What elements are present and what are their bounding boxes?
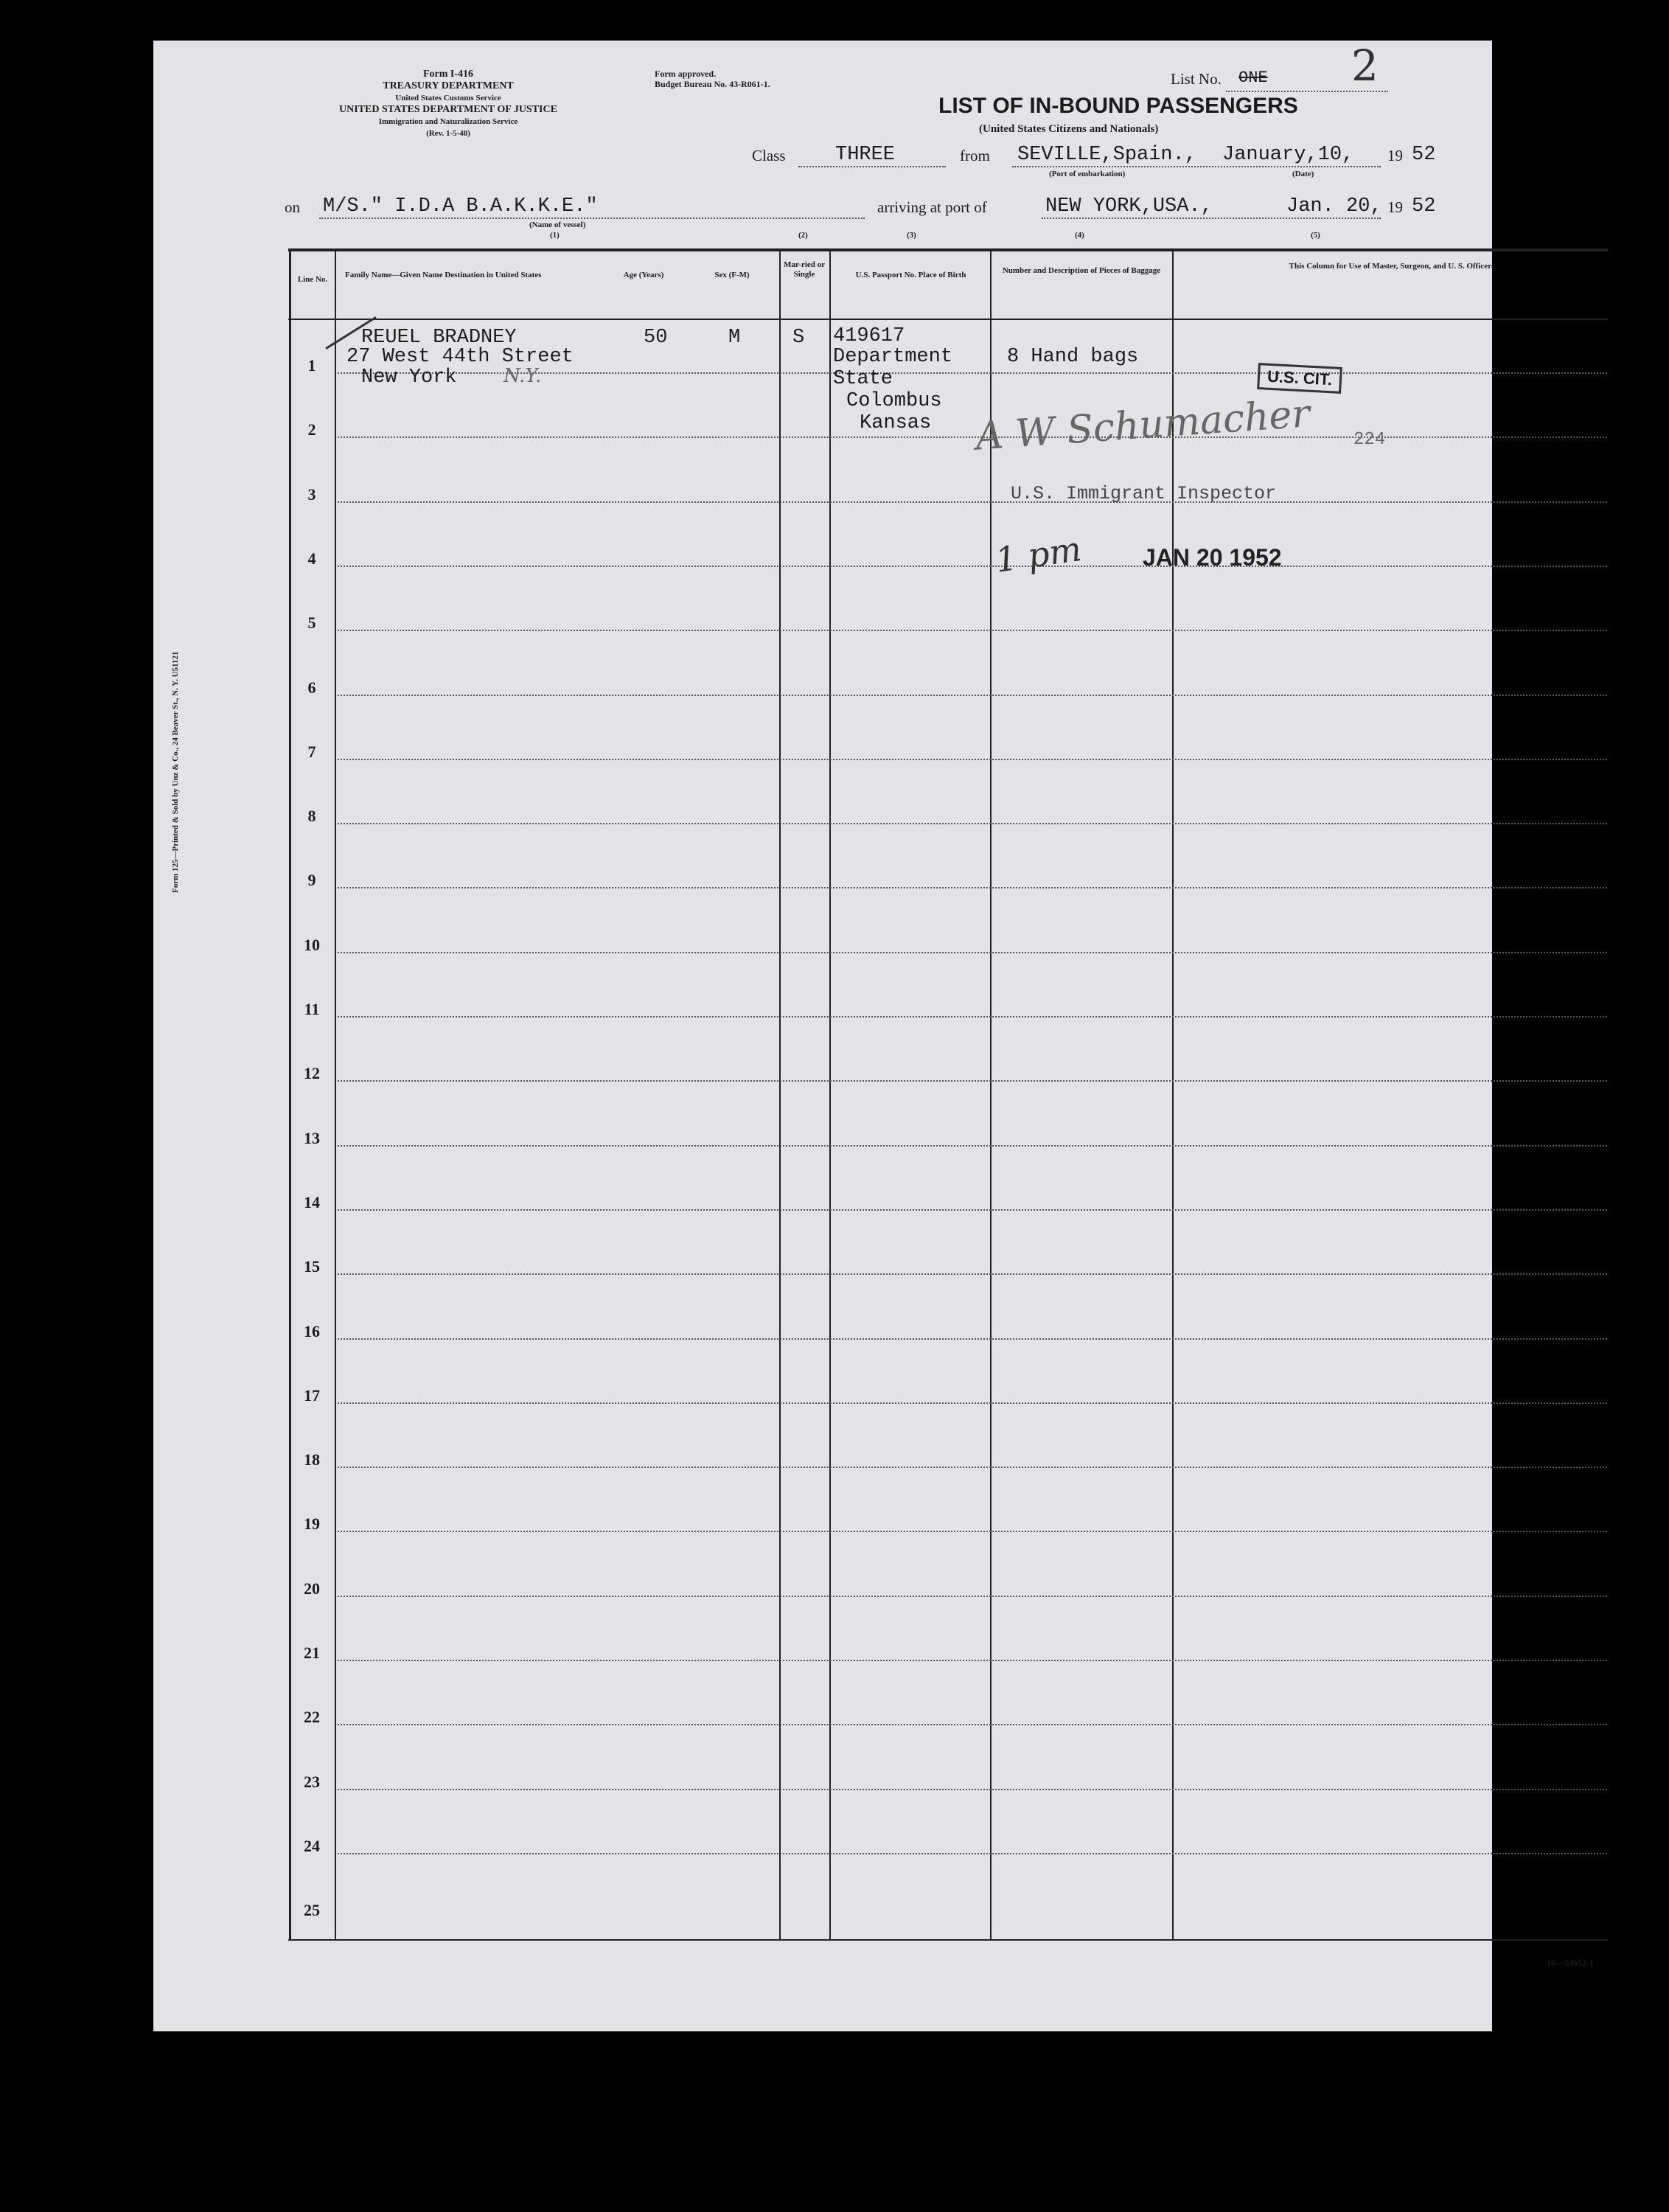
col-header-age: Age (Years): [623, 271, 664, 279]
page-title: LIST OF IN-BOUND PASSENGERS: [938, 94, 1298, 118]
row-number: 8: [307, 807, 316, 825]
row-dotted-line: [338, 695, 1607, 696]
row-dotted-line: [338, 1660, 1607, 1661]
row-dotted-line: [338, 887, 1607, 888]
inspector-number: 224: [1353, 430, 1386, 450]
row-number: 10: [304, 936, 320, 954]
passenger-list-page: [153, 41, 1594, 2031]
agency-header: [282, 69, 614, 139]
row-dotted-line: [338, 566, 1607, 567]
passenger-name: REUEL BRADNEY: [361, 327, 517, 349]
row-number: 4: [307, 549, 316, 568]
embarkation-port: SEVILLE,Spain.,: [1017, 144, 1197, 166]
inspector-signature: A W Schumacher: [974, 392, 1311, 459]
row-number: 13: [304, 1129, 320, 1147]
arrival-year-prefix: 19: [1387, 198, 1403, 216]
passport-number: 419617: [833, 325, 905, 347]
inspector-title: U.S. Immigrant Inspector: [1011, 483, 1277, 504]
col-header-baggage: Number and Description of Pieces of Baggage: [1002, 266, 1161, 275]
class-line: [798, 166, 946, 167]
row-number: 24: [304, 1837, 320, 1855]
embarkation-year: 52: [1412, 144, 1436, 166]
arrival-time: 1 pm: [992, 529, 1084, 580]
row-number: 11: [304, 1000, 320, 1018]
row-dotted-line: [338, 1853, 1607, 1854]
row-number: 20: [304, 1579, 320, 1598]
printer-imprint: Form 125—Printed & Sold by Unz & Co., 24 Beaver St., N. Y. U51121: [171, 651, 180, 893]
list-number-handwritten: 2: [1351, 41, 1379, 91]
arriving-label: arriving at port of: [877, 198, 987, 216]
row-number: 17: [304, 1386, 320, 1405]
row-number: 12: [304, 1064, 320, 1082]
col-header-sex: Sex (F-M): [714, 271, 750, 279]
row-number: 15: [304, 1257, 320, 1276]
date-stamp: JAN 20 1952: [1143, 544, 1282, 571]
row-dotted-line: [338, 1209, 1607, 1211]
row-number: 16: [304, 1322, 320, 1340]
row-number: 5: [307, 613, 316, 632]
row-dotted-line: [338, 1467, 1607, 1468]
list-number-line: [1226, 91, 1388, 92]
row-dotted-line: [338, 1402, 1607, 1404]
ins-label: Immigration and Naturalization Service: [378, 117, 518, 126]
passenger-sex: M: [728, 327, 741, 349]
birth-place-2: State: [833, 368, 893, 390]
arrival-line: [1042, 218, 1381, 219]
column-ref-3: (3): [907, 231, 916, 240]
row-dotted-line: [338, 1080, 1607, 1082]
form-number: Form I-416: [422, 69, 474, 80]
row-dotted-line: [338, 1596, 1607, 1597]
treasury-label: TREASURY DEPARTMENT: [383, 80, 514, 91]
port-caption: (Port of embarkation): [1049, 170, 1126, 178]
row-number: 22: [304, 1708, 320, 1726]
column-ref-5: (5): [1311, 231, 1320, 240]
citizen-stamp: U.S. CIT.: [1257, 363, 1342, 394]
birth-place-1: Department: [833, 346, 953, 368]
from-label: from: [960, 147, 990, 164]
col-header-name: Family Name—Given Name Destination in United States: [345, 271, 542, 279]
row-dotted-line: [338, 1724, 1607, 1725]
row-number: 2: [307, 420, 316, 439]
row-dotted-line: [338, 1338, 1607, 1340]
embarkation-line: [1012, 166, 1381, 167]
page-subtitle: (United States Citizens and Nationals): [979, 123, 1159, 135]
row-number: 9: [307, 871, 316, 889]
arrival-date: Jan. 20,: [1286, 195, 1382, 218]
row-number: 7: [307, 742, 316, 761]
header-bottom-border: [288, 319, 1608, 320]
passenger-age: 50: [644, 327, 668, 349]
footer-code: 16—54652-1: [1547, 1958, 1594, 1968]
table-bottom-border: [288, 1939, 1608, 1941]
revision-label: (Rev. 1-5-48): [426, 129, 470, 138]
justice-label: UNITED STATES DEPARTMENT OF JUSTICE: [339, 104, 557, 115]
col-header-married: Mar-ried or Single: [783, 260, 826, 279]
list-number-struck: ONE: [1238, 69, 1268, 87]
row-dotted-line: [338, 1145, 1607, 1147]
vessel-line: [319, 218, 865, 219]
col-header-passport: U.S. Passport No. Place of Birth: [855, 271, 966, 279]
customs-label: United States Customs Service: [395, 94, 501, 102]
row-dotted-line: [338, 1273, 1607, 1275]
row-number: 25: [304, 1901, 320, 1919]
column-ref-2: (2): [798, 231, 808, 240]
budget-label: Budget Bureau No. 43-R061-1.: [655, 79, 770, 89]
arrival-year: 52: [1412, 195, 1436, 218]
class-label: Class: [752, 147, 786, 164]
passenger-address: 27 West 44th Street: [346, 346, 574, 368]
column-divider: [335, 248, 336, 1939]
row-dotted-line: [338, 1789, 1607, 1790]
arrival-port: NEW YORK,USA.,: [1045, 195, 1213, 218]
embarkation-year-prefix: 19: [1387, 147, 1403, 164]
birth-place-3: Colombus: [846, 390, 942, 412]
date-caption: (Date): [1292, 170, 1314, 178]
on-label: on: [285, 198, 300, 216]
table-top-border: [288, 248, 1608, 251]
passenger-marital: S: [792, 327, 805, 349]
passenger-city: New York: [361, 366, 457, 389]
col-header-officers: This Column for Use of Master, Surgeon, and U. S. Officers: [1289, 262, 1495, 271]
row-dotted-line: [338, 823, 1607, 824]
list-number-label: List No.: [1171, 70, 1222, 88]
approval-block: [655, 69, 770, 89]
class-value: THREE: [835, 144, 896, 166]
column-divider: [289, 248, 291, 1939]
row-dotted-line: [338, 630, 1607, 631]
baggage-description: 8 Hand bags: [1007, 346, 1139, 368]
row-number: 21: [304, 1644, 320, 1662]
passenger-city-hand: N.Y.: [504, 365, 542, 387]
row-number: 3: [307, 485, 316, 504]
approval-label: Form approved.: [655, 69, 717, 79]
row-number: 18: [304, 1450, 320, 1469]
row-dotted-line: [338, 1016, 1607, 1018]
row-dotted-line: [338, 952, 1607, 953]
vessel-name: M/S." I.D.A B.A.K.K.E.": [323, 195, 598, 218]
row-number: 19: [304, 1514, 320, 1533]
row-dotted-line: [338, 437, 1607, 438]
row-number: 23: [304, 1773, 320, 1791]
vessel-caption: (Name of vessel): [529, 220, 586, 229]
column-ref-4: (4): [1075, 231, 1084, 240]
row-dotted-line: [338, 1531, 1607, 1532]
row-number: 1: [307, 356, 316, 375]
col-header-line: Line No.: [297, 275, 328, 284]
column-ref-1: (1): [550, 231, 560, 240]
row-number: 14: [304, 1193, 320, 1211]
row-number: 6: [307, 678, 316, 697]
birth-place-4: Kansas: [860, 412, 932, 434]
row-dotted-line: [338, 759, 1607, 760]
row-dotted-line: [338, 501, 1607, 503]
embarkation-date: January,10,: [1222, 144, 1354, 166]
